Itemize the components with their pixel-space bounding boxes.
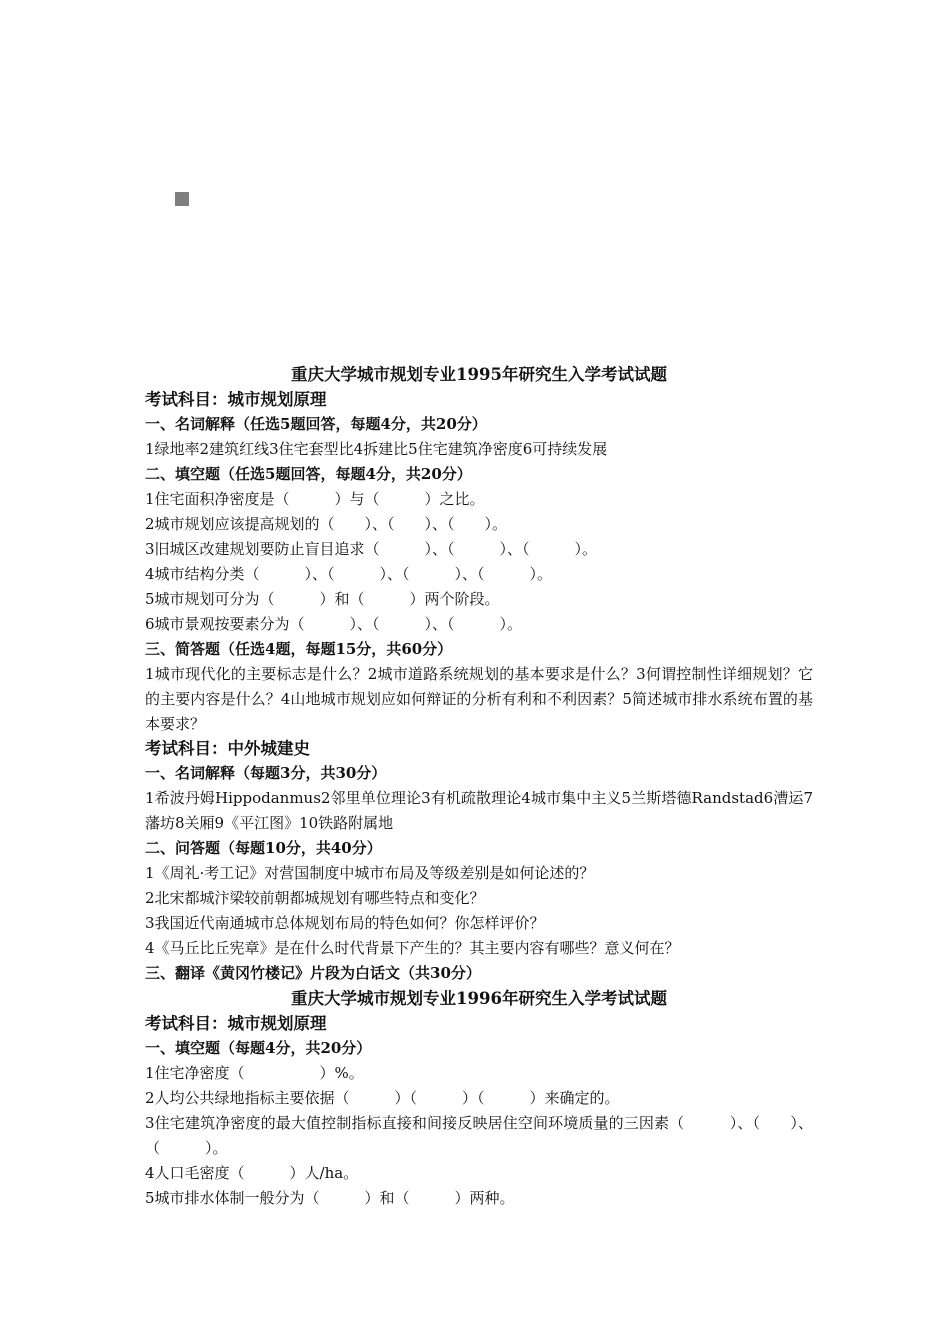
section-heading: 二、填空题（任选5题回答，每题4分，共20分）	[145, 465, 472, 483]
section-heading: 三、翻译《黄冈竹楼记》片段为白话文（共30分）	[145, 964, 481, 982]
terms-list: 1绿地率2建筑红线3住宅套型比4拆建比5住宅建筑净密度6可持续发展	[145, 440, 608, 458]
list-item: 3我国近代南通城市总体规划布局的特色如何？你怎样评价？	[145, 914, 545, 932]
exam-1995-title: 重庆大学城市规划专业1995年研究生入学考试试题	[291, 365, 667, 384]
list-item: 4《马丘比丘宪章》是在什么时代背景下产生的？其主要内容有哪些？意义何在？	[145, 939, 680, 957]
paragraph: 1城市现代化的主要标志是什么？2城市道路系统规划的基本要求是什么？3何谓控制性详细规划？它的主要内容是什么？4山地城市规划应如何辩证的分析有利和不利因素？5简述城市排水系统布置的基本要求？	[145, 665, 813, 733]
list-item: 2城市规划应该提高规划的（ ）、（ ）、（ ）。	[145, 515, 508, 533]
subject-heading-principles: 考试科目：城市规划原理	[145, 390, 327, 409]
list-item: 2人均公共绿地指标主要依据（ ）（ ）（ ）来确定的。	[145, 1089, 620, 1107]
paragraph: 3住宅建筑净密度的最大值控制指标直接和间接反映居住空间环境质量的三因素（ ）、（ ）、（ ）。	[145, 1114, 813, 1157]
list-item: 2北宋都城汴梁较前朝都城规划有哪些特点和变化？	[145, 889, 485, 907]
section-heading: 三、简答题（任选4题，每题15分，共60分）	[145, 640, 453, 658]
paragraph: 1希波丹姆Hippodanmus2邻里单位理论3有机疏散理论4城市集中主义5兰斯塔德Randstad6漕运7藩坊8关厢9《平江图》10铁路附属地	[145, 789, 813, 832]
list-item: 1《周礼·考工记》对营国制度中城市布局及等级差别是如何论述的？	[145, 864, 595, 882]
subject-heading-principles: 考试科目：城市规划原理	[145, 1014, 327, 1033]
list-item: 4城市结构分类（ ）、（ ）、（ ）、（ ）。	[145, 565, 553, 583]
section-heading: 一、名词解释（任选5题回答，每题4分，共20分）	[145, 415, 487, 433]
document-body	[145, 362, 813, 1211]
section-heading: 二、问答题（每题10分，共40分）	[145, 839, 382, 857]
square-bullet-icon	[175, 192, 189, 206]
exam-1996-title: 重庆大学城市规划专业1996年研究生入学考试试题	[291, 989, 667, 1008]
list-item: 4人口毛密度（ ）人/ha。	[145, 1164, 359, 1182]
list-item: 3旧城区改建规划要防止盲目追求（ ）、（ ）、（ ）。	[145, 540, 598, 558]
list-item: 5城市排水体制一般分为（ ）和（ ）两种。	[145, 1189, 515, 1207]
list-item: 5城市规划可分为（ ）和（ ）两个阶段。	[145, 590, 500, 608]
list-item: 1住宅面积净密度是（ ）与（ ）之比。	[145, 490, 485, 508]
list-item: 1住宅净密度（ ）%。	[145, 1064, 364, 1082]
subject-heading-history: 考试科目：中外城建史	[145, 739, 310, 758]
section-heading: 一、名词解释（每题3分，共30分）	[145, 764, 387, 782]
list-item: 6城市景观按要素分为（ ）、（ ）、（ ）。	[145, 615, 523, 633]
section-heading: 一、填空题（每题4分，共20分）	[145, 1039, 372, 1057]
